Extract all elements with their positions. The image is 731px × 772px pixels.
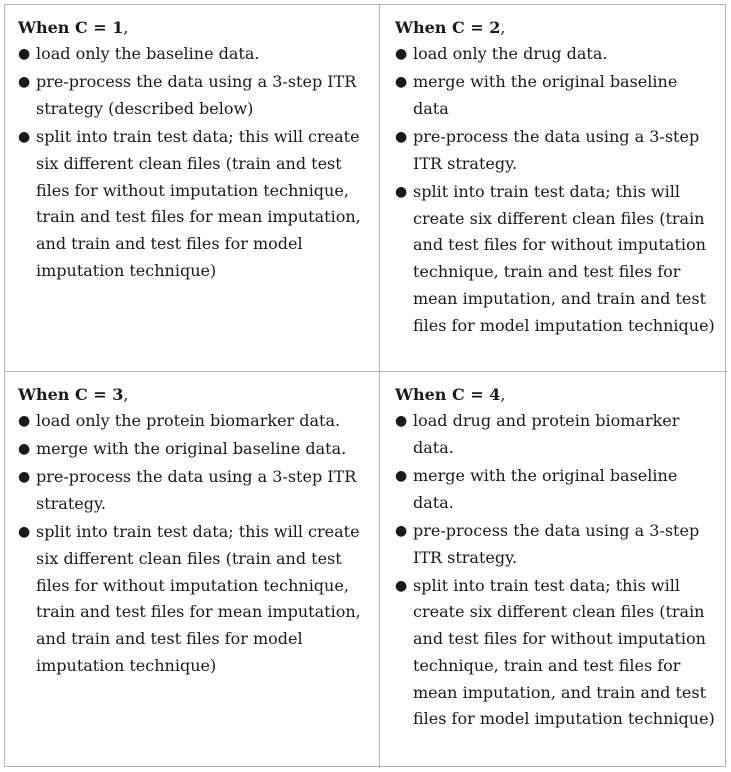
bullet-icon: ● bbox=[395, 577, 408, 594]
cell-heading bbox=[395, 15, 715, 41]
list-item bbox=[395, 124, 715, 177]
bullet-icon: ● bbox=[18, 413, 31, 429]
cell-heading-punct: , bbox=[500, 18, 506, 37]
table-cell-c1 bbox=[5, 5, 380, 372]
table-cell-c4 bbox=[380, 372, 727, 768]
bullet-icon: ● bbox=[18, 441, 31, 458]
list-item-text: merge with the original baseline data bbox=[413, 72, 678, 118]
cell-heading-label: When C = 2 bbox=[395, 18, 501, 37]
cell-heading-label: When C = 4 bbox=[395, 385, 501, 404]
cell-heading-punct: , bbox=[123, 385, 129, 404]
list-item bbox=[395, 408, 715, 461]
list-item-text: merge with the original baseline data. bbox=[413, 465, 678, 512]
cell-heading bbox=[18, 15, 369, 41]
list-item bbox=[395, 179, 715, 339]
list-item bbox=[18, 519, 369, 679]
cell-heading-label: When C = 3 bbox=[18, 385, 124, 404]
table-cell-c3 bbox=[5, 372, 380, 768]
cell-heading bbox=[395, 382, 715, 408]
bullet-list bbox=[18, 41, 369, 284]
bullet-list bbox=[18, 408, 369, 680]
bullet-icon: ● bbox=[18, 524, 31, 541]
list-item-text: merge with the original baseline data. bbox=[36, 439, 347, 459]
list-item-text: pre-process the data using a 3-step ITR strategy. bbox=[36, 467, 357, 514]
list-item-text: pre-process the data using a 3-step ITR strategy. bbox=[413, 127, 700, 173]
list-item bbox=[18, 41, 369, 68]
bullet-list bbox=[395, 408, 715, 733]
list-item-text: split into train test data; this will create six different clean files (train and test files for without imputation technique, train and test files for mean imputation, and train and test files for model imputation technique) bbox=[413, 575, 715, 729]
conditions-table bbox=[4, 4, 726, 767]
list-item bbox=[18, 69, 369, 122]
bullet-icon: ● bbox=[395, 129, 408, 146]
list-item-text: load only the protein biomarker data. bbox=[36, 411, 341, 430]
cell-heading bbox=[18, 382, 369, 408]
bullet-icon: ● bbox=[18, 469, 31, 486]
list-item bbox=[395, 573, 715, 733]
cell-heading-punct: , bbox=[123, 18, 129, 37]
cell-heading-label: When C = 1 bbox=[18, 18, 124, 37]
list-item-text: split into train test data; this will create six different clean files (train and test files for without imputation technique, train and test files for mean imputation, and train and test files for model imputation technique) bbox=[36, 522, 361, 675]
list-item-text: split into train test data; this will create six different clean files (train and test files for without imputation technique, train and test files for mean imputation, and train and test files for model imputation technique) bbox=[36, 127, 361, 280]
bullet-icon: ● bbox=[18, 129, 31, 146]
list-item bbox=[18, 464, 369, 517]
list-item bbox=[18, 408, 369, 435]
bullet-icon: ● bbox=[18, 46, 31, 62]
list-item-text: split into train test data; this will create six different clean files (train and test files for without imputation technique, train and test files for mean imputation, and train and test files for model imputation technique) bbox=[413, 182, 715, 335]
bullet-icon: ● bbox=[395, 46, 408, 62]
bullet-icon: ● bbox=[395, 74, 408, 91]
table-cell-c2 bbox=[380, 5, 727, 372]
list-item bbox=[395, 463, 715, 516]
list-item-text: load only the baseline data. bbox=[36, 44, 260, 63]
bullet-list bbox=[395, 41, 715, 339]
bullet-icon: ● bbox=[395, 413, 408, 429]
bullet-icon: ● bbox=[395, 184, 408, 201]
list-item bbox=[395, 69, 715, 122]
list-item bbox=[395, 41, 715, 68]
list-item bbox=[18, 124, 369, 284]
list-item-text: load drug and protein biomarker data. bbox=[413, 411, 680, 457]
bullet-icon: ● bbox=[395, 467, 408, 484]
cell-heading-punct: , bbox=[500, 385, 506, 404]
bullet-icon: ● bbox=[395, 522, 408, 539]
list-item bbox=[395, 518, 715, 571]
list-item bbox=[18, 436, 369, 463]
bullet-icon: ● bbox=[18, 74, 31, 91]
list-item-text: load only the drug data. bbox=[413, 44, 608, 63]
list-item-text: pre-process the data using a 3-step ITR strategy (described below) bbox=[36, 72, 357, 118]
list-item-text: pre-process the data using a 3-step ITR strategy. bbox=[413, 520, 700, 567]
